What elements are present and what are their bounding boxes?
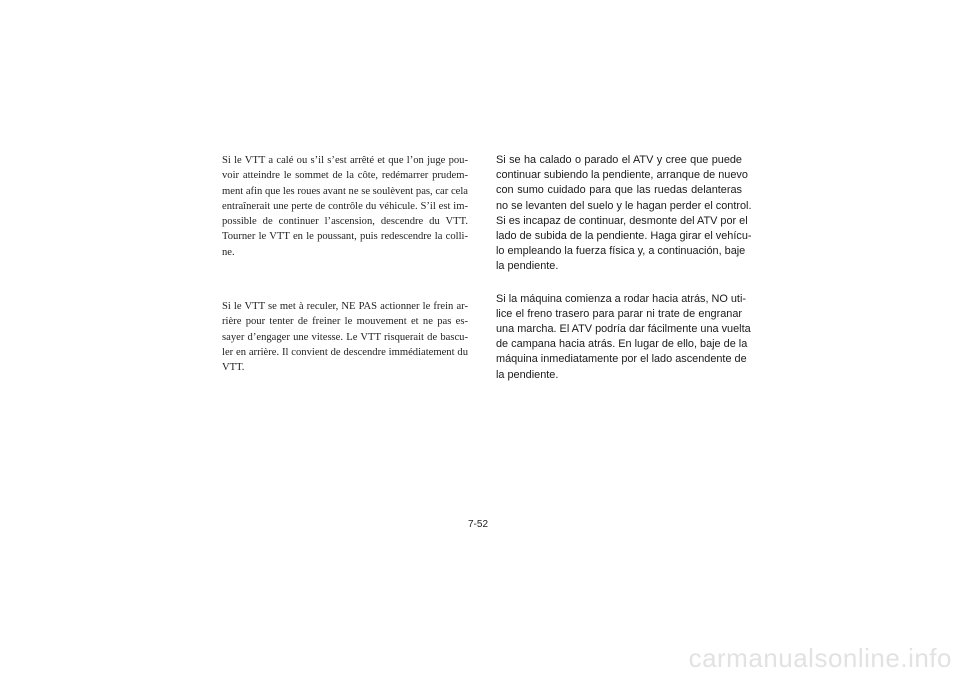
french-column (222, 153, 468, 376)
text-line: lado de subida de la pendiente. Haga girar el vehícu- (496, 230, 752, 243)
spanish-paragraph-1 (496, 153, 752, 275)
text-line: possible de continuer l’ascension, descendre du VTT. (222, 216, 468, 228)
text-line: no se levanten del suelo y le hagan perder el control. (496, 199, 752, 212)
text-line: Si le VTT se met à reculer, NE PAS actionner le frein ar- (222, 301, 468, 313)
text-line: Si se ha calado o parado el ATV y cree que puede (496, 154, 742, 166)
text-line: rière pour tenter de freiner le mouvement et ne pas es- (222, 316, 468, 328)
text-line: ment afin que les roues avant ne se soulèvent pas, car cela (222, 185, 468, 197)
text-line: lice el freno trasero para parar ni trate de engranar (496, 307, 742, 320)
text-line: lo empleando la fuerza física y, a continuación, baje (496, 245, 746, 258)
french-paragraph-1 (222, 153, 468, 260)
watermark: carmanualsonline.info (688, 643, 952, 673)
text-line: máquina inmediatamente por el lado ascendente de (496, 353, 747, 366)
text-line: ler en arrière. Il convient de descendre immédiatement du (222, 346, 468, 358)
text-line: entraînerait une perte de contrôle du véhicule. S’il est im- (222, 200, 468, 212)
text-line: continuar subiendo la pendiente, arranque de nuevo (496, 169, 748, 182)
text-line: la pendiente. (496, 368, 559, 381)
spanish-paragraph-2 (496, 292, 751, 383)
text-line: voir atteindre le sommet de la côte, redémarrer prudem- (222, 170, 468, 182)
text-line: la pendiente. (496, 260, 559, 273)
text-line: Tourner le VTT en le poussant, puis redescendre la colli- (222, 231, 468, 243)
text-line: de campana hacia atrás. En lugar de ello, baje de la (496, 338, 748, 351)
text-line: Si es incapaz de continuar, desmonte del ATV por el (496, 214, 748, 227)
text-line: una marcha. El ATV podría dar fácilmente una vuelta (496, 323, 751, 336)
text-line: Si le VTT a calé ou s’il s’est arrêté et que l’on juge pou- (222, 155, 468, 166)
page-number: 7-52 (468, 519, 489, 530)
text-line: con sumo cuidado para que las ruedas delanteras (496, 184, 742, 197)
french-paragraph-2 (222, 299, 468, 375)
spanish-column (496, 153, 752, 383)
text-line: VTT. (222, 362, 245, 374)
text-line: sayer d’engager une vitesse. Le VTT risquerait de bascu- (222, 331, 468, 343)
text-line: Si la máquina comienza a rodar hacia atrás, NO uti- (496, 292, 746, 305)
text-line: ne. (222, 246, 235, 258)
